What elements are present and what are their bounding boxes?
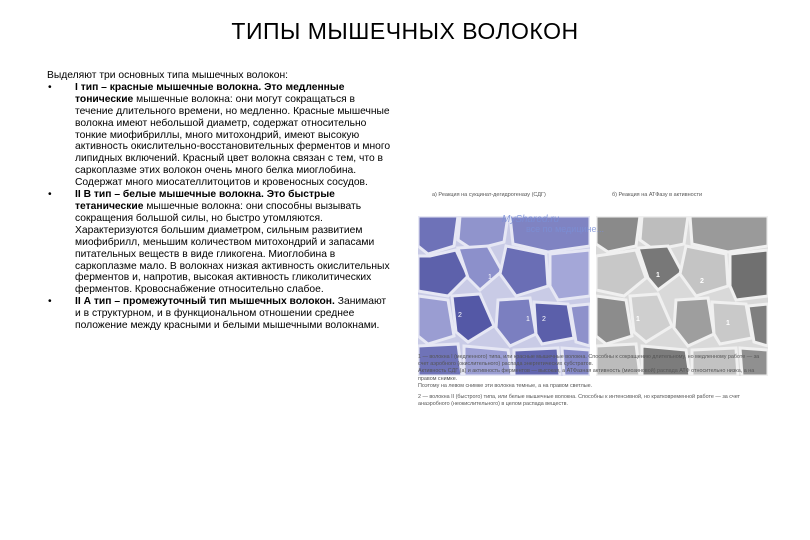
micrograph-a-image [418, 216, 590, 376]
type-2b-subheading: Это быстрые тетанические [75, 189, 335, 212]
watermark-subtitle: все по медицине... [526, 224, 604, 234]
caption-line-4: 2 — волокна II (быстрого) типа, или белые мышечные волокна. Способны к интенсивной, но кратковременной работе — за счет анаэробного (неокислительного) в целом распада веществ. [418, 394, 741, 408]
type-2a-heading: II А тип – промежуточный тип мышечных волокон. [75, 296, 335, 308]
caption-line-2: Активность СДГ (а) и активность ферментов — высокая, а АТФазная активность (миозиновой) распада АТФ относительно низка, а на правом снимке. [418, 368, 755, 382]
slide-text [47, 70, 392, 332]
type-1-subheading: Это медленные тонические [75, 81, 345, 105]
list-item-type-2b [47, 189, 392, 296]
muscle-fiber-micrograph-figure [414, 188, 770, 433]
figure-caption [418, 354, 768, 408]
bullet-marker: • [48, 189, 52, 201]
micrograph-panel-a: 1 2 1 2 [418, 216, 590, 376]
caption-line-3: Поэтому на левом снимке эти волокна темные, а на правом светлые. [418, 382, 593, 389]
bullet-marker: • [48, 296, 52, 308]
watermark: MyShared.ru [502, 214, 560, 225]
panel-a-label: а) Реакция на сукцинат-дегидрогеназу (СДГ) [432, 192, 546, 198]
caption-line-1: 1 — волокна I (медленного) типа, или красные мышечные волокна. Способны к сокращению длительному, но медленному работе — за счет аэробного (окислительного) распада энергетических субстратов. [418, 354, 760, 368]
list-item-type-2a [47, 296, 392, 332]
type-2b-heading: II В тип – белые мышечные волокна. [75, 189, 264, 201]
intro-text: Выделяют три основных типа мышечных волокон: [47, 70, 289, 81]
micrograph-panel-b: 1 2 1 1 [596, 216, 768, 376]
type-1-description: мышечные волокна: они могут сокращаться в течение длительного времени, но медленно. Красные мышечные волокна имеют небольшой диаметр, содержат относительно тонкие миофибриллы, много митохондрий, имеют высокую активность окислительно-восстановительных ферментов и много липидных включений. Красный цвет волокна связан с тем, что в саркоплазме этих волокон очень много белка миоглобина. Содержат много миосателлитоцитов и кровеносных сосудов. [75, 93, 391, 189]
type-2b-description: мышечные волокна: они способны вызывать сокращения большой силы, но быстро утомляются. Характеризуются большим диаметром, сильным развитием миофибрилл, меньшим количеством митохондрий и запасами питательных веществ в виде гликогена. Миоглобина в саркоплазме мало. В волокнах низкая активность окислительных ферментов и, напротив, высокая активность гликолитических ферментов. Кровоснабжение относительно слабое. [75, 200, 390, 296]
list-item-type-1 [47, 82, 392, 189]
slide-title: ТИПЫ МЫШЕЧНЫХ ВОЛОКОН [231, 18, 579, 44]
panel-b-label: б) Реакция на АТФазу в активности [612, 192, 703, 198]
micrograph-b-image [596, 216, 768, 376]
bullet-marker: • [48, 81, 52, 93]
type-1-heading: I тип – красные мышечные волокна. [75, 81, 262, 93]
type-2a-description: Занимают и в структурном, и в функциональном отношении среднее положение между красными и белыми мышечными волокнами. [75, 296, 387, 332]
